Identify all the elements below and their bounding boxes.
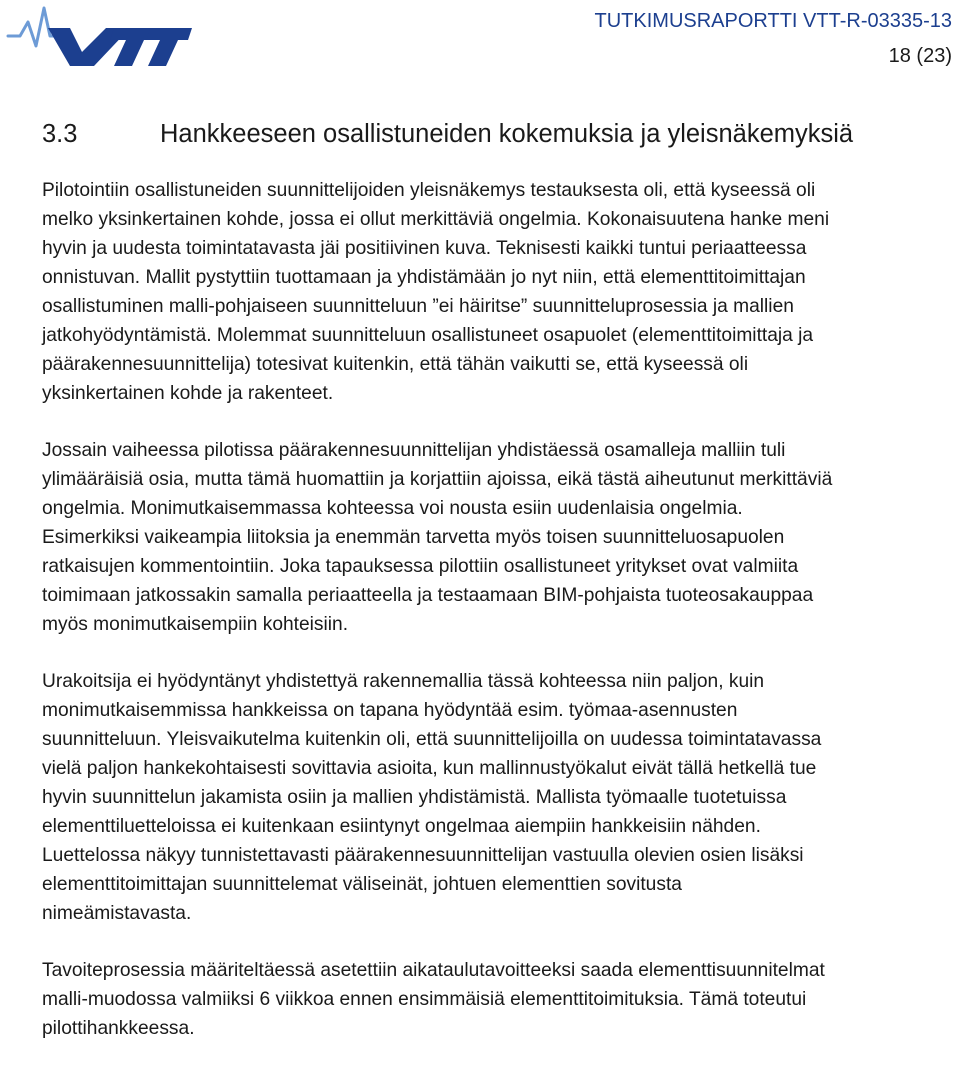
section-title: Hankkeeseen osallistuneiden kokemuksia ja yleisnäkemyksiä bbox=[160, 120, 854, 148]
section-heading bbox=[42, 118, 942, 150]
page-number: 18 (23) bbox=[888, 45, 952, 67]
paragraph-1: Pilotointiin osallistuneiden suunnittelijoiden yleisnäkemys testauksesta oli, että kyseessä oli melko yksinkertainen kohde, jossa ei ollut merkittäviä ongelmia. Kokonaisuutena hanke meni hyvin ja uudesta toimintatavasta jäi positiivinen kuva. Teknisesti kaikki tuntui periaatteessa onnistuvan. Mallit pystyttiin tuottamaan ja yhdistämään jo nyt niin, että elementtitoimittajan osallistuminen malli-pohjaiseen suunnitteluun ”ei häiritse” suunnitteluprosessia ja mallien jatkohyödyntämistä. Molemmat suunnitteluun osallistuneet osapuolet (elementtitoimittaja ja päärakennesuunnittelija) totesivat kuitenkin, että tähän vaikutti se, että kyseessä oli yksinkertainen kohde ja rakenteet. bbox=[42, 180, 830, 404]
logo-letter-t2 bbox=[146, 28, 192, 66]
body-text bbox=[42, 176, 960, 1071]
paragraph-2: Jossain vaiheessa pilotissa päärakennesuunnittelijan yhdistäessä osamalleja malliin tuli ylimääräisiä osia, mutta tämä huomattiin ja korjattiin ajoissa, eikä tästä aiheutunut merkittäviä ongelmia. Monimutkaisemmassa kohteessa voi nousta esiin uudenlaisia ongelmia. Esimerkiksi vaikeampia liitoksia ja enemmän tarvetta myös toisen suunnitteluosapuolen ratkaisujen kommentointiin. Joka tapauksessa pilottiin osallistuneet yritykset ovat valmiita toimimaan jatkossakin samalla periaatteella ja testaamaan BIM-pohjaista tuoteosakauppaa myös monimutkaisempiin kohteisiin. bbox=[42, 440, 833, 635]
vtt-logo bbox=[6, 2, 192, 70]
section-number: 3.3 bbox=[42, 120, 78, 148]
report-id: TUTKIMUSRAPORTTI VTT-R-03335-13 bbox=[594, 10, 952, 32]
paragraph-4: Tavoiteprosessia määriteltäessä asetettiin aikataulutavoitteeksi saada elementtisuunnitelmat malli-muodossa valmiiksi 6 viikkoa ennen ensimmäisiä elementtitoimituksia. Tämä toteutui pilottihankkeessa. bbox=[42, 960, 825, 1039]
paragraph-3: Urakoitsija ei hyödyntänyt yhdistettyä rakennemallia tässä kohteessa niin paljon, kuin monimutkaisemmissa hankkeissa on tapana hyödyntää esim. työmaa-asennusten suunnitteluun. Yleisvaikutelma kuitenkin oli, että suunnittelijoilla on uudessa toimintatavassa vielä paljon hankekohtaisesti sovittavia asioita, kun mallinnustyökalut eivät tällä hetkellä tue hyvin suunnittelun jakamista osiin ja mallien yhdistämistä. Mallista työmaalle tuotetuissa elementtiluetteloissa ei kuitenkaan esiintynyt ongelmaa aiempiin hankkeisiin nähden. Luettelossa näkyy tunnistettavasti päärakennesuunnittelijan vastuulla olevien osien lisäksi elementtitoimittajan suunnittelemat väliseinät, johtuen elementtien sovitusta nimeämistavasta. bbox=[42, 671, 822, 924]
